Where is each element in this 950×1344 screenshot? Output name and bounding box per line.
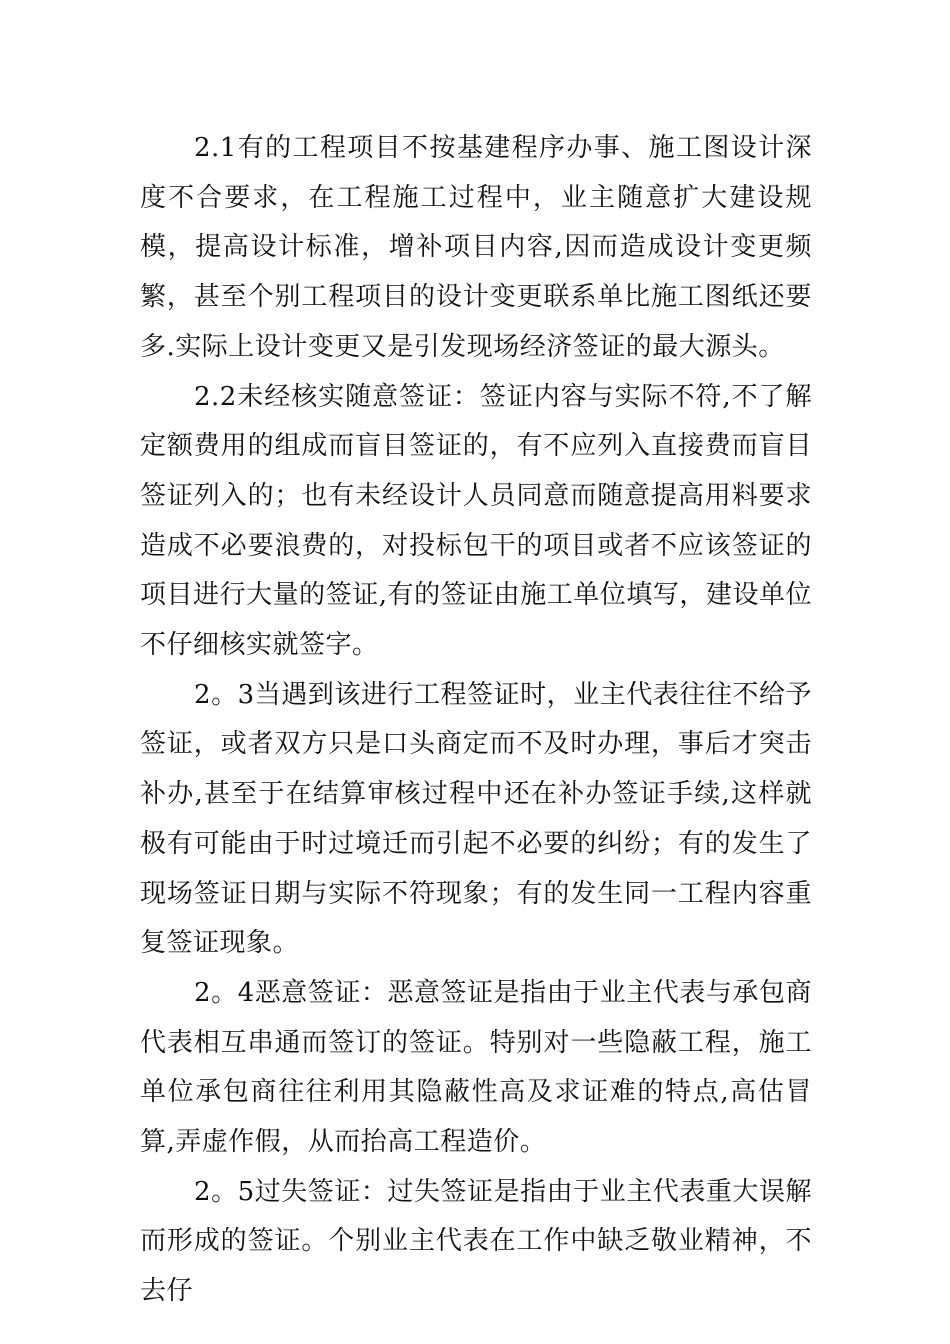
paragraph-2-1: 2.1有的工程项目不按基建程序办事、施工图设计深度不合要求，在工程施工过程中，业主随意扩大建设规模，提高设计标准，增补项目内容,因而造成设计变更频繁，甚至个别工程项目的设计变更联系单比施工图纸还要多.实际上设计变更又是引发现场经济签证的最大源头。 bbox=[140, 133, 812, 362]
document-body bbox=[140, 124, 812, 1317]
paragraph-2-4: 2。4恶意签证：恶意签证是指由于业主代表与承包商代表相互串通而签订的签证。特别对一些隐蔽工程，施工单位承包商往往利用其隐蔽性高及求证难的特点,高估冒算,弄虚作假，从而抬高工程造价。 bbox=[140, 977, 812, 1158]
paragraph-2-5: 2。5过失签证：过失签证是指由于业主代表重大误解而形成的签证。个别业主代表在工作中缺乏敬业精神，不去仔 bbox=[140, 1176, 812, 1307]
paragraph-2-2: 2.2未经核实随意签证：签证内容与实际不符,不了解定额费用的组成而盲目签证的，有不应列入直接费而盲目签证列入的；也有未经设计人员同意而随意提高用料要求造成不必要浪费的，对投标包干的项目或者不应该签证的项目进行大量的签证,有的签证由施工单位填写，建设单位不仔细核实就签字。 bbox=[140, 381, 812, 661]
paragraph-2-3: 2。3当遇到该进行工程签证时，业主代表往往不给予签证，或者双方只是口头商定而不及时办理，事后才突击补办,甚至于在结算审核过程中还在补办签证手续,这样就极有可能由于时过境迁而引起不必要的纠纷；有的发生了现场签证日期与实际不符现象；有的发生同一工程内容重复签证现象。 bbox=[140, 679, 812, 959]
